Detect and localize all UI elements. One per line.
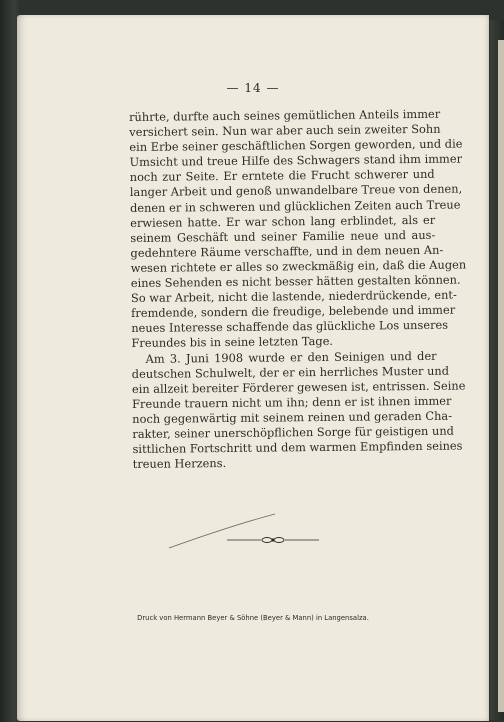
- text-line: erwiesen hatte. Er war schon lang erblindet, als er: [130, 212, 436, 230]
- text-line: Freunde trauern nicht um ihn; denn er ist ihnen immer: [132, 393, 452, 411]
- text-line: fremdende, sondern die freudige, belebende und immer: [131, 302, 456, 321]
- pencil-stroke: [167, 512, 277, 552]
- ornament-divider-icon: [227, 535, 319, 545]
- text-line: rührte, durfte auch seines gemütlichen Anteils immer: [129, 106, 441, 124]
- text-line: versichert sein. Nun war aber auch sein zweiter Sohn: [129, 121, 441, 140]
- text-line: ein Erbe seiner geschäftlichen Sorgen geworden, und die: [129, 136, 463, 155]
- text-line: gedehntere Räume verschaffte, und in dem neuen An-: [130, 242, 444, 260]
- text-line: Am 3. Juni 1908 wurde er den Seinigen und der: [145, 348, 437, 366]
- text-line: ein allzeit bereiter Förderer gewesen ist, entrissen. Seine: [131, 378, 466, 396]
- printer-imprint: Druck von Hermann Beyer & Söhne (Beyer & Mann) in Langensalza.: [137, 614, 369, 622]
- text-line: seinem Geschäft und seiner Familie neue und aus-: [130, 227, 436, 245]
- page-number: — 14 —: [226, 81, 280, 95]
- text-line: noch gegenwärtig mit seinem reinen und geraden Cha-: [132, 408, 453, 426]
- text-line: Umsicht und treue Hilfe des Schwagers stand ihm immer: [129, 151, 463, 170]
- text-line: So war Arbeit, nicht die lastende, niederdrückende, ent-: [130, 287, 457, 306]
- next-leaf-edge: [498, 40, 504, 712]
- text-line: treuen Herzens.: [132, 456, 227, 472]
- text-line: langer Arbeit und genoß unwandelbare Treue von denen,: [129, 181, 463, 200]
- text-line: deutschen Schulwelt, der er ein herrliches Muster und: [131, 363, 450, 381]
- text-line: sittlichen Fortschritt und dem warmen Empfinden seines: [132, 438, 463, 457]
- body-text: [129, 106, 467, 472]
- text-line: rakter, seiner unerschöpflichen Sorge für geistigen und: [132, 423, 455, 441]
- text-line: eines Sehenden es nicht besser hätten gestalten können.: [130, 272, 461, 291]
- paper-sheet: [17, 15, 489, 721]
- text-line: denen er in schweren und glücklichen Zeiten auch Treue: [129, 197, 461, 215]
- text-line: Freundes bis in seine letzten Tage.: [131, 334, 334, 351]
- text-line: noch zur Seite. Er erntete die Frucht schwerer und: [129, 167, 435, 185]
- text-line: wesen richtete er alles so zweckmäßig ein, daß die Augen: [130, 257, 467, 275]
- text-line: neues Interesse schaffende das glückliche Los unseres: [131, 317, 449, 336]
